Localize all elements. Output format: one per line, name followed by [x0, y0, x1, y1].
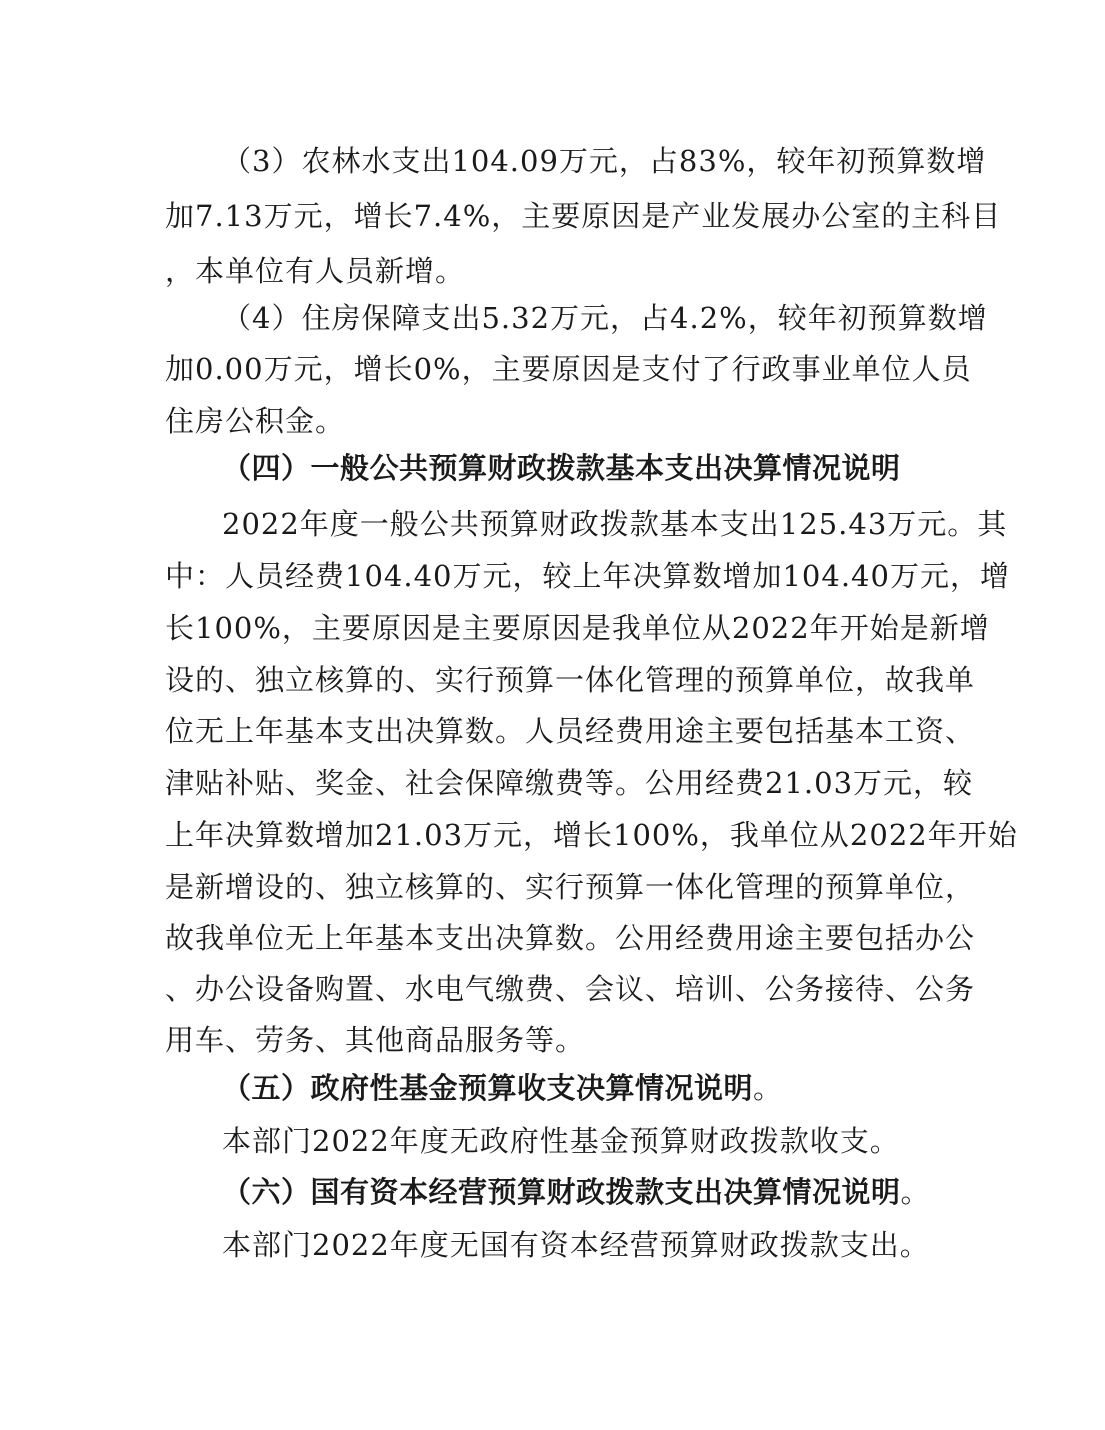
section-6-heading-period: 。 — [900, 1175, 931, 1209]
item-3-line-2: 加7.13万元，增长7.4%，主要原因是产业发展办公室的主科目 — [165, 199, 1002, 233]
section-6-heading — [222, 1172, 930, 1212]
section-6-heading-text: （六）国有资本经营预算财政拨款支出决算情况说明 — [222, 1175, 901, 1209]
section-5-heading-text: （五）政府性基金预算收支决算情况说明 — [222, 1071, 754, 1105]
section-4-body-line: 、办公设备购置、水电气缴费、会议、培训、公务接待、公务 — [165, 972, 976, 1006]
section-4-body-line: 上年决算数增加21.03万元，增长100%，我单位从2022年开始 — [165, 818, 1018, 852]
section-6-body: 本部门2022年度无国有资本经营预算财政拨款支出。 — [222, 1228, 930, 1262]
section-4-body-line: 位无上年基本支出决算数。人员经费用途主要包括基本工资、 — [165, 714, 976, 748]
item-3-line-1: （3）农林水支出104.09万元，占83%，较年初预算数增 — [222, 144, 987, 178]
section-4-body-line: 设的、独立核算的、实行预算一体化管理的预算单位，故我单 — [165, 663, 976, 697]
section-4-body-line: 长100%，主要原因是主要原因是我单位从2022年开始是新增 — [165, 611, 990, 645]
section-4-body-line: 故我单位无上年基本支出决算数。公用经费用途主要包括办公 — [165, 921, 976, 955]
section-4-body-line: 2022年度一般公共预算财政拨款基本支出125.43万元。其 — [222, 507, 1008, 541]
section-4-body-line: 中：人员经费104.40万元，较上年决算数增加104.40万元，增 — [165, 559, 1010, 593]
section-5-heading — [222, 1068, 783, 1108]
section-4-body-line: 津贴补贴、奖金、社会保障缴费等。公用经费21.03万元，较 — [165, 766, 974, 800]
section-4-body-line: 是新增设的、独立核算的、实行预算一体化管理的预算单位， — [165, 870, 976, 904]
section-5-body: 本部门2022年度无政府性基金预算财政拨款收支。 — [222, 1124, 900, 1158]
item-4-line-2: 加0.00万元，增长0%，主要原因是支付了行政事业单位人员 — [165, 352, 972, 386]
item-3-line-3: ，本单位有人员新增。 — [165, 254, 466, 288]
item-4-line-3: 住房公积金。 — [165, 404, 346, 438]
section-5-heading-period: 。 — [753, 1071, 783, 1105]
section-4-body-line: 用车、劳务、其他商品服务等。 — [165, 1023, 586, 1057]
section-4-heading: （四）一般公共预算财政拨款基本支出决算情况说明 — [222, 451, 901, 485]
item-4-line-1: （4）住房保障支出5.32万元，占4.2%，较年初预算数增 — [222, 301, 988, 335]
